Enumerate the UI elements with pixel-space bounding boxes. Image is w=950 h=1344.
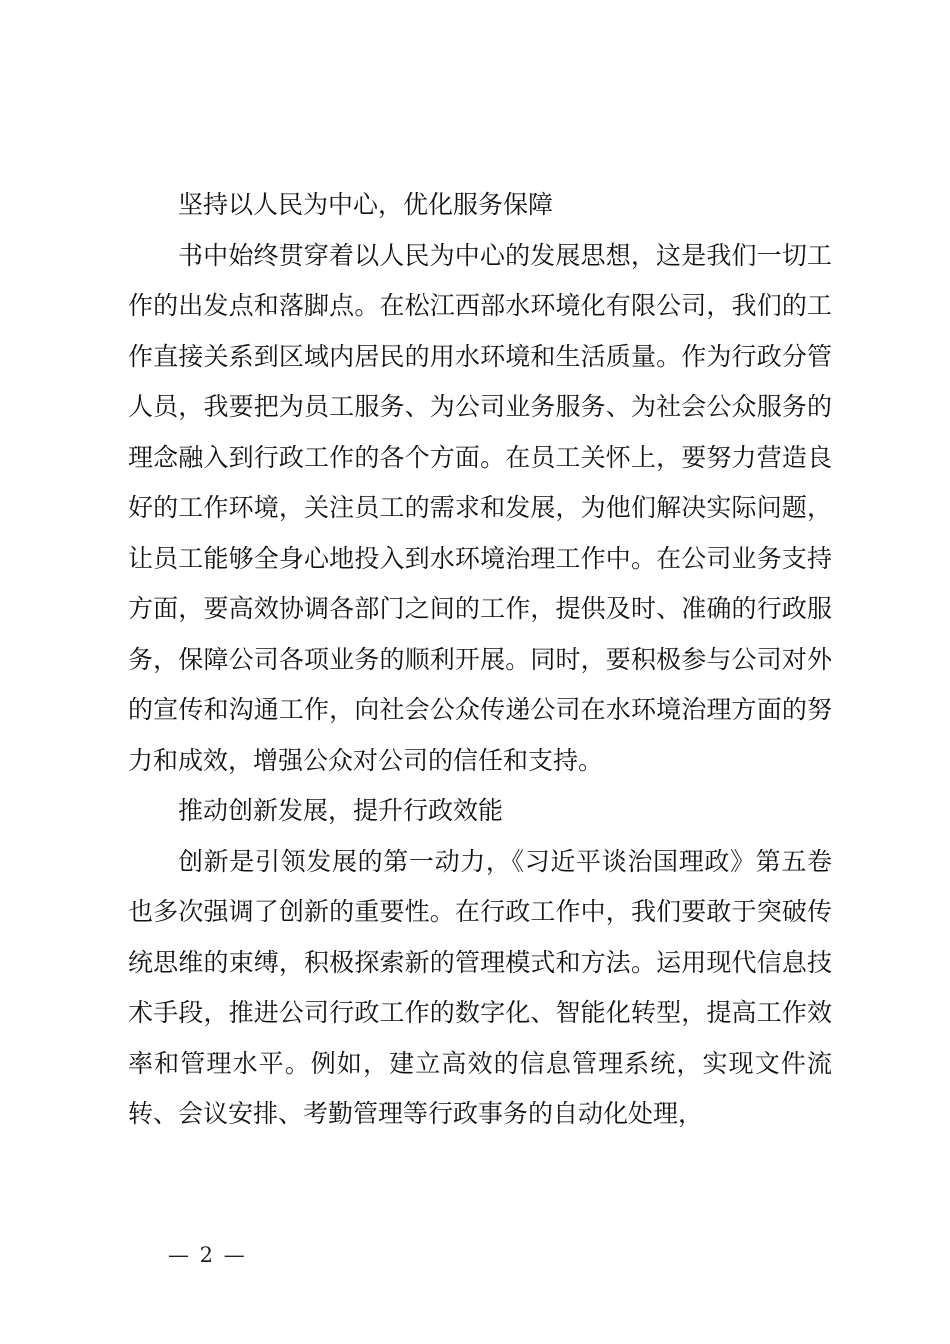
section-heading-2: 推动创新发展，提升行政效能	[178, 796, 504, 825]
section-heading-1: 坚持以人民为中心，优化服务保障	[178, 190, 554, 219]
body-paragraph-2: 创新是引领发展的第一动力，《习近平谈治国理政》第五卷也多次强调了创新的重要性。在行政工作中，我们要敢于突破传统思维的束缚，积极探索新的管理模式和方法。运用现代信息技术手段，推进公司行政工作的数字化、智能化转型，提高工作效率和管理水平。例如，建立高效的信息管理系统，实现文件流转、会议安排、考勤管理等行政事务的自动化处理，	[128, 846, 832, 1128]
body-paragraph-1: 书中始终贯穿着以人民为中心的发展思想，这是我们一切工作的出发点和落脚点。在松江西部水环境化有限公司，我们的工作直接关系到区域内居民的用水环境和生活质量。作为行政分管人员，我要把为员工服务、为公司业务服务、为社会公众服务的理念融入到行政工作的各个方面。在员工关怀上，要努力营造良好的工作环境，关注员工的需求和发展，为他们解决实际问题，让员工能够全身心地投入到水环境治理工作中。在公司业务支持方面，要高效协调各部门之间的工作，提供及时、准确的行政服务，保障公司各项业务的顺利开展。同时，要积极参与公司对外的宣传和沟通工作，向社会公众传递公司在水环境治理方面的努力和成效，增强公众对公司的信任和支持。	[128, 240, 832, 775]
page-number: — 2 —	[168, 1243, 247, 1267]
document-body	[128, 180, 832, 1140]
